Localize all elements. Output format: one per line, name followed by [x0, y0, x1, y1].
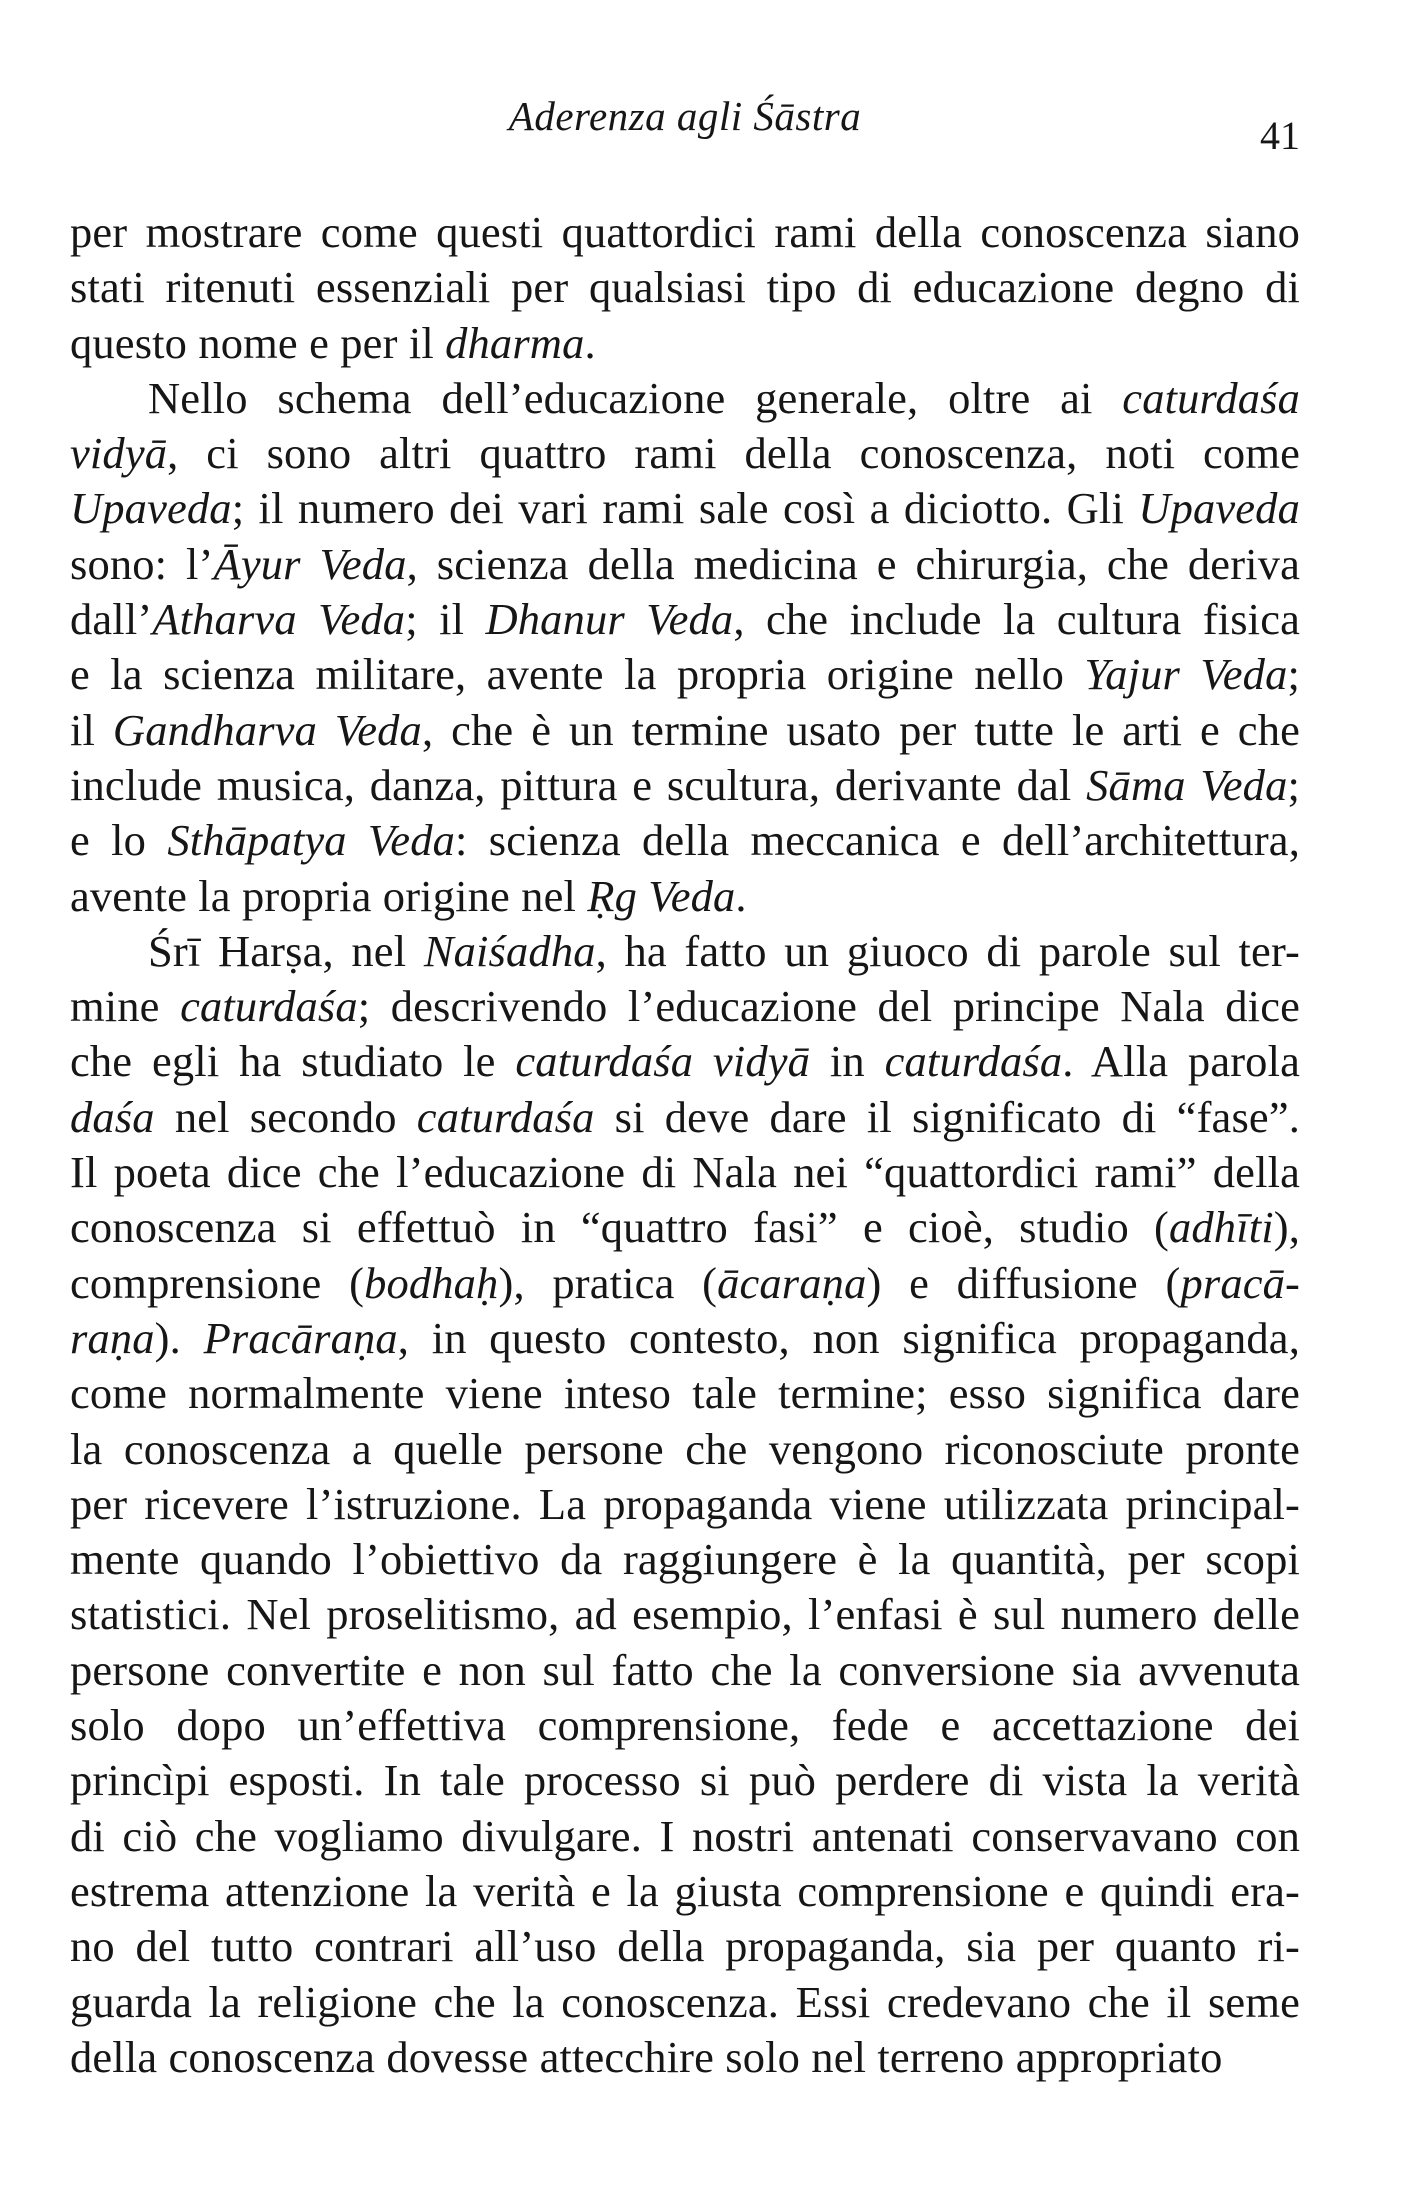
text-run: ; il — [405, 594, 486, 645]
italic-term: caturdaśa — [884, 1036, 1063, 1087]
italic-term: ācaraṇa — [717, 1257, 867, 1308]
text-run: ) e diffusione ( — [866, 1257, 1181, 1308]
italic-term: Naiśadha — [423, 925, 596, 976]
text-run: . — [584, 317, 596, 368]
body-text — [70, 205, 1300, 2085]
text-run: solo dopo un’effettiva comprensione, fede e accettazione dei — [70, 1700, 1300, 1751]
text-run: statistici. Nel proselitismo, ad esempio, l’enfasi è sul numero delle — [70, 1589, 1300, 1640]
running-head — [70, 92, 1300, 158]
italic-term: daśa — [70, 1091, 155, 1142]
text-line — [70, 1477, 1300, 1532]
text-run: : scienza della meccanica e dell’architettura, — [455, 815, 1300, 866]
running-title: Aderenza agli Śāstra — [508, 93, 862, 139]
text-run: , che è un termine usato per tutte le arti e che — [421, 704, 1301, 755]
text-line — [70, 1311, 1300, 1366]
text-line — [70, 703, 1300, 758]
text-line — [70, 979, 1300, 1034]
italic-term: dharma — [445, 317, 585, 368]
paragraph — [70, 205, 1300, 371]
italic-term: Upaveda — [70, 483, 232, 534]
text-run: ). — [154, 1312, 204, 1363]
text-line — [70, 316, 1300, 371]
text-line — [70, 1422, 1300, 1477]
italic-term: vidyā — [70, 428, 168, 479]
italic-term: raṇa — [70, 1312, 155, 1363]
text-line — [70, 869, 1300, 924]
italic-term: caturdaśa — [416, 1091, 595, 1142]
text-run: per ricevere l’istruzione. La propaganda viene utilizzata principal- — [70, 1478, 1300, 1529]
text-run: . — [735, 870, 747, 921]
italic-term: caturdaśa vidyā — [515, 1036, 811, 1087]
text-line — [70, 205, 1300, 260]
paragraph — [70, 924, 1300, 2085]
italic-term: Upaveda — [1138, 483, 1300, 534]
text-run: in — [810, 1036, 885, 1087]
text-line — [70, 426, 1300, 481]
italic-term: Āyur Veda — [213, 538, 407, 589]
text-run: ; il numero dei vari rami sale così a diciotto. Gli — [231, 483, 1139, 534]
text-line — [70, 1090, 1300, 1145]
text-line — [70, 924, 1300, 979]
text-line — [70, 1919, 1300, 1974]
text-run: la conoscenza a quelle persone che vengono riconosciute pronte — [70, 1423, 1300, 1474]
text-run: stati ritenuti essenziali per qualsiasi tipo di educazione degno di — [70, 262, 1300, 313]
text-run: Śrī Harṣa, nel — [148, 925, 424, 976]
text-run: questo nome e per il — [70, 317, 446, 368]
text-run: Nello schema dell’educazione generale, oltre ai — [148, 372, 1123, 423]
text-line — [70, 1145, 1300, 1200]
page-number: 41 — [1260, 113, 1300, 158]
italic-term: bodhaḥ — [364, 1257, 499, 1308]
italic-term: Atharva Veda — [152, 594, 406, 645]
text-run: princìpi esposti. In tale processo si può perdere di vista la verità — [70, 1755, 1300, 1806]
text-run: , in questo contesto, non significa propaganda, — [397, 1312, 1300, 1363]
text-run: , ha fatto un giuoco di parole sul ter- — [595, 925, 1300, 976]
text-line — [70, 1587, 1300, 1642]
italic-term: Sāma Veda — [1086, 759, 1288, 810]
italic-term: Dhanur Veda — [485, 594, 734, 645]
text-run: dall’ — [70, 594, 153, 645]
text-line — [70, 371, 1300, 426]
italic-term: caturdaśa — [180, 981, 358, 1032]
text-line — [70, 647, 1300, 702]
text-run: ; — [1287, 649, 1300, 700]
text-line — [70, 1809, 1300, 1864]
text-run: conoscenza si effettuò in “quattro fasi” e cioè, studio ( — [70, 1202, 1169, 1253]
italic-term: Yajur Veda — [1084, 649, 1288, 700]
text-line — [70, 1256, 1300, 1311]
text-line — [70, 1698, 1300, 1753]
text-run: guarda la religione che la conoscenza. Essi credevano che il seme — [70, 1976, 1300, 2027]
text-run: sono: l’ — [70, 538, 214, 589]
text-line — [70, 1532, 1300, 1587]
text-line — [70, 813, 1300, 868]
text-run: , scienza della medicina e chirurgia, che deriva — [406, 538, 1300, 589]
text-line — [70, 1864, 1300, 1919]
text-run: no del tutto contrari all’uso della propaganda, sia per quanto ri- — [70, 1921, 1300, 1972]
text-line — [70, 592, 1300, 647]
text-line — [70, 1366, 1300, 1421]
text-line — [70, 1975, 1300, 2030]
text-run: include musica, danza, pittura e scultura, derivante dal — [70, 759, 1087, 810]
text-run: ), pratica ( — [498, 1257, 718, 1308]
text-line — [70, 2030, 1300, 2085]
paragraph — [70, 371, 1300, 924]
text-run: ; — [1287, 759, 1300, 810]
text-run: Il poeta dice che l’educazione di Nala nei “quattordici rami” della — [70, 1147, 1300, 1198]
italic-term: adhīti — [1169, 1202, 1274, 1253]
text-line — [70, 758, 1300, 813]
italic-term: Sthāpatya Veda — [167, 815, 456, 866]
text-run: il — [70, 704, 113, 755]
text-run: estrema attenzione la verità e la giusta comprensione e quindi era- — [70, 1865, 1300, 1916]
italic-term: caturdaśa — [1122, 372, 1300, 423]
italic-term: Gandharva Veda — [112, 704, 422, 755]
text-run: nel secondo — [154, 1091, 417, 1142]
text-run: , che include la cultura fisica — [733, 594, 1300, 645]
text-line — [70, 260, 1300, 315]
text-run: comprensione ( — [70, 1257, 365, 1308]
italic-term: pracā- — [1180, 1257, 1300, 1308]
text-run: della conoscenza dovesse attecchire solo nel terreno appropriato — [70, 2031, 1223, 2082]
text-line — [70, 1200, 1300, 1255]
text-run: persone convertite e non sul fatto che la conversione sia avvenuta — [70, 1644, 1300, 1695]
text-run: per mostrare come questi quattordici rami della conoscenza siano — [70, 207, 1300, 257]
text-run: , ci sono altri quattro rami della conoscenza, noti come — [167, 428, 1300, 479]
text-run: ), — [1273, 1202, 1300, 1253]
text-line — [70, 1753, 1300, 1808]
text-run: si deve dare il significato di “fase”. — [594, 1091, 1300, 1142]
text-line — [70, 537, 1300, 592]
text-line — [70, 1643, 1300, 1698]
text-run: e la scienza militare, avente la propria origine nello — [70, 649, 1085, 700]
text-run: avente la propria origine nel — [70, 870, 588, 921]
italic-term: Pracāraṇa — [203, 1312, 398, 1363]
text-run: . Alla parola — [1062, 1036, 1301, 1087]
text-run: di ciò che vogliamo divulgare. I nostri antenati conservavano con — [70, 1810, 1300, 1861]
text-run: e lo — [70, 815, 168, 866]
text-run: mine — [70, 981, 181, 1032]
text-run: ; descrivendo l’educazione del principe Nala dice — [357, 981, 1300, 1032]
text-run: come normalmente viene inteso tale termine; esso significa dare — [70, 1368, 1300, 1419]
italic-term: Ṛg Veda — [587, 870, 736, 921]
text-line — [70, 481, 1300, 536]
text-line — [70, 1034, 1300, 1089]
text-run: mente quando l’obiettivo da raggiungere è la quantità, per scopi — [70, 1534, 1300, 1585]
text-run: che egli ha studiato le — [70, 1036, 516, 1087]
